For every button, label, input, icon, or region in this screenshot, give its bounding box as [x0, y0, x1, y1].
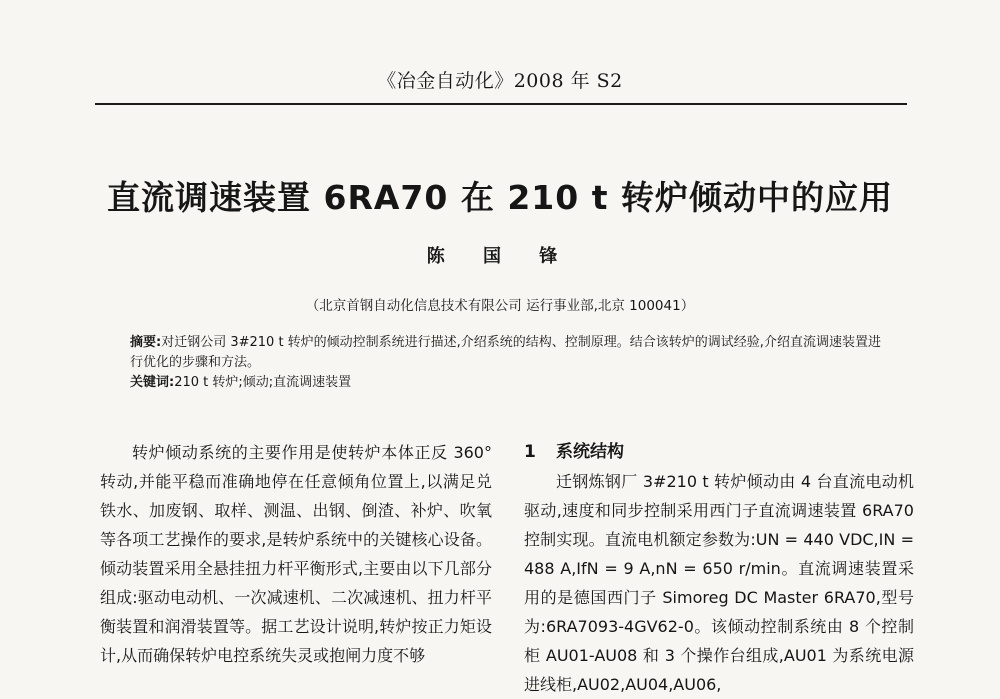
left-column	[100, 438, 492, 670]
keywords-text: 210 t 转炉;倾动;直流调速装置	[174, 375, 352, 390]
keywords-label: 关键词:	[130, 375, 175, 390]
section-number: 1	[524, 442, 536, 462]
abstract-block	[130, 333, 890, 393]
abstract-paragraph	[130, 333, 890, 373]
author-affiliation: （北京首钢自动化信息技术有限公司 运行事业部,北京 100041）	[305, 298, 695, 314]
section-heading	[524, 438, 914, 467]
article-author: 陈 国 锋	[426, 246, 574, 267]
journal-header: 《冶金自动化》2008 年 S2	[377, 70, 623, 92]
right-column	[524, 438, 914, 699]
section-paragraph: 迁钢炼钢厂 3#210 t 转炉倾动由 4 台直流电动机驱动,速度和同步控制采用西门子直流调速装置 6RA70 控制实现。直流电机额定参数为:UN = 440 VDC,IN = 488 A,IfN = 9 A,nN = 650 r/min。直流调速装置采用的是德国西门子 Simoreg DC Master 6RA70,型号为:6RA7093-4GV62-0。该倾动控制系统由 8 个控制柜 AU01-AU08 和 3 个操作台组成,AU01 为系统电源进线柜,AU02,AU04,AU06,	[524, 472, 914, 694]
abstract-label: 摘要:	[130, 335, 162, 350]
section-title: 系统结构	[556, 442, 624, 462]
header-rule	[95, 103, 907, 105]
abstract-text: 对迁钢公司 3#210 t 转炉的倾动控制系统进行描述,介绍系统的结构、控制原理。结合该转炉的调试经验,介绍直流调速装置进行优化的步骤和方法。	[130, 335, 881, 370]
intro-paragraph: 转炉倾动系统的主要作用是使转炉本体正反 360°转动,并能平稳而准确地停在任意倾角位置上,以满足兑铁水、加废钢、取样、测温、出钢、倒渣、补炉、吹氧等各项工艺操作的要求,是转炉系统中的关键核心设备。倾动装置采用全悬挂扭力杆平衡形式,主要由以下几部分组成:驱动电动机、一次减速机、二次减速机、扭力杆平衡装置和润滑装置等。据工艺设计说明,转炉按正力矩设计,从而确保转炉电控系统失灵或抱闸力度不够	[100, 443, 492, 665]
article-title: 直流调速装置 6RA70 在 210 t 转炉倾动中的应用	[107, 178, 893, 217]
keywords-paragraph	[130, 373, 890, 393]
